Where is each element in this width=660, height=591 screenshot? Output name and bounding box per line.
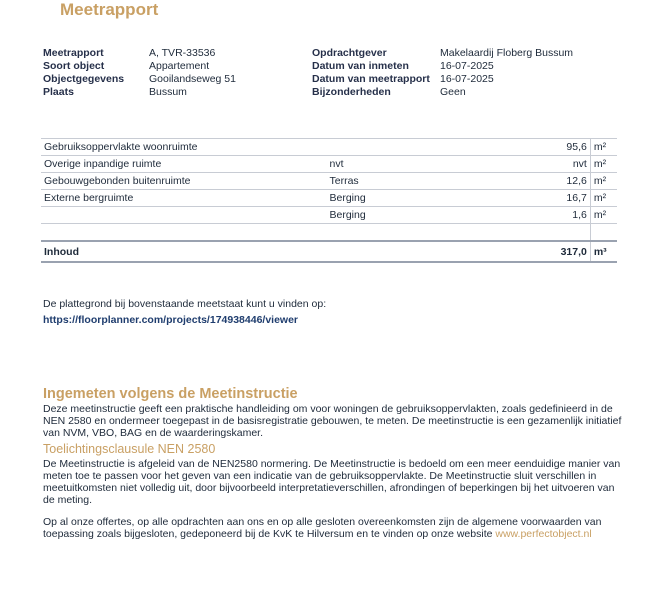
total-label: Inhoud — [41, 241, 326, 262]
area-name: Gebouwgebonden buitenruimte — [41, 173, 326, 190]
meta-left — [43, 47, 236, 99]
meta-row — [43, 60, 236, 73]
meta-value: Bussum — [149, 86, 187, 98]
terms-paragraph — [43, 516, 623, 540]
area-unit: m² — [590, 156, 617, 173]
meta-row — [312, 73, 573, 86]
table-row — [41, 139, 617, 156]
meta-value: Gooilandseweg 51 — [149, 73, 236, 85]
area-sub: nvt — [326, 156, 483, 173]
area-unit: m² — [590, 190, 617, 207]
section-heading: Ingemeten volgens de Meetinstructie — [43, 386, 298, 402]
clause-paragraph: De Meetinstructie is afgeleid van de NEN2580 normering. De Meetinstructie is bedoeld om een meer eenduidige manier van meten toe te passen voor het geven van een indicatie van de gebruiksoppervlakte. De Meetinstructie sluit verschillen in meetuitkomsten niet volledig uit, door bijvoorbeeld interpretatieverschillen, afrondingen of beperkingen bij het uitvoeren van de meting. — [43, 458, 621, 506]
area-unit: m² — [590, 207, 617, 224]
terms-text: Op al onze offertes, op alle opdrachten aan ons en op alle gesloten overeenkomsten zijn de algemene voorwaarden van toepassing zoals bijgesloten, gedeponeerd bij de KvK te Hilversum en te vinden op onze website — [43, 516, 602, 540]
intro-paragraph: Deze meetinstructie geeft een praktische handleiding om voor woningen de gebruiksoppervlakten, zoals gedefinieerd in de NEN 2580 en ondermeer toegepast in de basisregistratie gebouwen, te meten. De meetinstructie is een gezamenlijk initiatief van NVM, VBO, BAG en de waarderingskamer. — [43, 403, 622, 439]
area-table — [41, 138, 617, 263]
floorplan-link[interactable]: https://floorplanner.com/projects/174938446/viewer — [43, 314, 299, 326]
meta-label: Soort object — [43, 60, 105, 72]
meta-row — [43, 73, 236, 86]
meta-value: 16-07-2025 — [440, 60, 494, 72]
total-row — [41, 241, 617, 262]
area-sub — [326, 139, 483, 156]
area-value: 95,6 — [483, 139, 590, 156]
area-unit: m² — [590, 139, 617, 156]
area-value: 16,7 — [483, 190, 590, 207]
floorplan-text: De plattegrond bij bovenstaande meetstaat kunt u vinden op: — [43, 298, 327, 310]
meta-value: Geen — [440, 86, 466, 98]
section-subheading: Toelichtingsclausule NEN 2580 — [43, 442, 216, 456]
area-name: Externe bergruimte — [41, 190, 326, 207]
meta-value: A, TVR-33536 — [149, 47, 216, 59]
area-value: nvt — [483, 156, 590, 173]
website-link[interactable]: www.perfectobject.nl — [495, 528, 592, 540]
meta-label: Bijzonderheden — [312, 86, 391, 98]
area-name: Gebruiksoppervlakte woonruimte — [41, 139, 326, 156]
area-unit: m² — [590, 173, 617, 190]
meta-row — [43, 86, 236, 99]
floorplan-block — [43, 296, 326, 328]
meta-row — [312, 47, 573, 60]
measurement-section — [43, 388, 623, 550]
area-value: 12,6 — [483, 173, 590, 190]
meta-value: Makelaardij Floberg Bussum — [440, 47, 574, 59]
table-row — [41, 173, 617, 190]
area-value: 1,6 — [483, 207, 590, 224]
total-value: 317,0 — [483, 241, 590, 262]
meta-value: 16-07-2025 — [440, 73, 494, 85]
area-name: Overige inpandige ruimte — [41, 156, 326, 173]
table-spacer-row — [41, 224, 617, 242]
meta-row — [312, 86, 573, 99]
meta-label: Datum van meetrapport — [312, 73, 430, 85]
meta-label: Datum van inmeten — [312, 60, 409, 72]
meta-label: Objectgegevens — [43, 73, 125, 85]
table-row — [41, 156, 617, 173]
table-row — [41, 190, 617, 207]
area-sub: Berging — [326, 207, 483, 224]
area-sub: Berging — [326, 190, 483, 207]
total-unit: m³ — [590, 241, 617, 262]
table-row — [41, 207, 617, 224]
page-title: Meetrapport — [60, 0, 159, 19]
area-sub: Terras — [326, 173, 483, 190]
meta-label: Plaats — [43, 86, 74, 98]
meta-row — [43, 47, 236, 60]
meta-right — [312, 47, 573, 99]
meta-value: Appartement — [149, 60, 210, 72]
meta-label: Meetrapport — [43, 47, 104, 59]
meta-label: Opdrachtgever — [312, 47, 387, 59]
meta-row — [312, 60, 573, 73]
area-name — [41, 207, 326, 224]
